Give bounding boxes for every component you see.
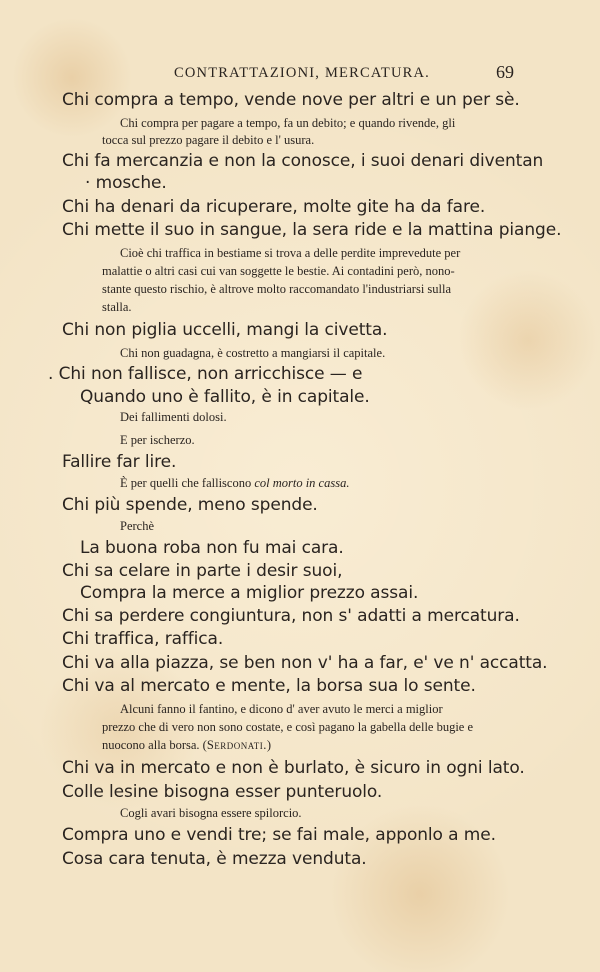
note-line: Alcuni fanno il fantino, e dicono d' aver avuto le merci a miglior: [120, 702, 443, 716]
proverb-line: Chi sa celare in parte i desir suoi,: [62, 561, 343, 581]
note-line: E per ischerzo.: [120, 433, 195, 447]
proverb-line: Quando uno è fallito, è in capitale.: [80, 387, 370, 407]
page-header: [62, 63, 514, 87]
note-line: Cioè chi traffica in bestiame si trova a delle perdite imprevedute per: [120, 246, 461, 260]
proverb-line: Cosa cara tenuta, è mezza venduta.: [62, 849, 367, 869]
note-line: Cogli avari bisogna essere spilorcio.: [120, 806, 302, 820]
proverb-line: Chi mette il suo in sangue, la sera ride e la mattina piange.: [62, 220, 562, 240]
proverb-line: Chi più spende, meno spende.: [62, 495, 318, 515]
note-citation: Serdonati.: [206, 738, 267, 752]
note-line: Perchè: [120, 519, 155, 533]
proverb-line: Chi compra a tempo, vende nove per altri e un per sè.: [62, 90, 520, 110]
note-line: malattie o altri casi cui van soggette le bestie. Ai contadini però, nono-: [102, 264, 455, 278]
proverb-line: · mosche.: [85, 173, 167, 193]
note-line: tocca sul prezzo pagare il debito e l' usura.: [102, 133, 315, 147]
note-text: ): [266, 738, 272, 752]
note-line: stante questo rischio, è altrove molto raccomandato l'industriarsi sulla: [102, 282, 452, 296]
proverb-line: Chi va al mercato e mente, la borsa sua lo sente.: [62, 676, 476, 696]
note-text: È per quelli che falliscono: [120, 476, 255, 490]
running-head: CONTRATTAZIONI, MERCATURA.: [174, 65, 430, 81]
proverb-line: Fallire far lire.: [62, 452, 177, 472]
proverb-line: . Chi non fallisce, non arricchisce — e: [48, 364, 363, 384]
note-line: prezzo che di vero non sono costate, e così pagano la gabella delle bugie e: [102, 720, 474, 734]
proverb-line: Chi non piglia uccelli, mangi la civetta.: [62, 320, 388, 340]
note-line: Chi non guadagna, è costretto a mangiarsi il capitale.: [120, 346, 386, 360]
proverb-line: Compra la merce a miglior prezzo assai.: [80, 583, 419, 603]
note-line: Dei fallimenti dolosi.: [120, 410, 227, 424]
proverb-line: Chi va in mercato e non è burlato, è sicuro in ogni lato.: [62, 758, 525, 778]
proverb-line: Colle lesine bisogna esser punteruolo.: [62, 782, 383, 802]
note-line: [120, 476, 349, 491]
note-line: [102, 738, 271, 753]
note-line: stalla.: [102, 300, 132, 314]
proverb-line: Chi sa perdere congiuntura, non s' adatti a mercatura.: [62, 606, 520, 626]
proverb-line: Chi va alla piazza, se ben non v' ha a far, e' ve n' accatta.: [62, 653, 548, 673]
proverb-line: Chi fa mercanzia e non la conosce, i suoi denari diventan: [62, 151, 544, 171]
note-line: Chi compra per pagare a tempo, fa un debito; e quando rivende, gli: [120, 116, 456, 130]
note-italic: col morto in cassa.: [254, 476, 350, 490]
proverb-line: Chi traffica, raffica.: [62, 629, 224, 649]
proverb-line: Compra uno e vendi tre; se fai male, apponlo a me.: [62, 825, 496, 845]
note-text: nuocono alla borsa. (: [102, 738, 207, 752]
page-number: 69: [496, 62, 514, 82]
proverb-line: La buona roba non fu mai cara.: [80, 538, 344, 558]
proverb-line: Chi ha denari da ricuperare, molte gite ha da fare.: [62, 197, 486, 217]
